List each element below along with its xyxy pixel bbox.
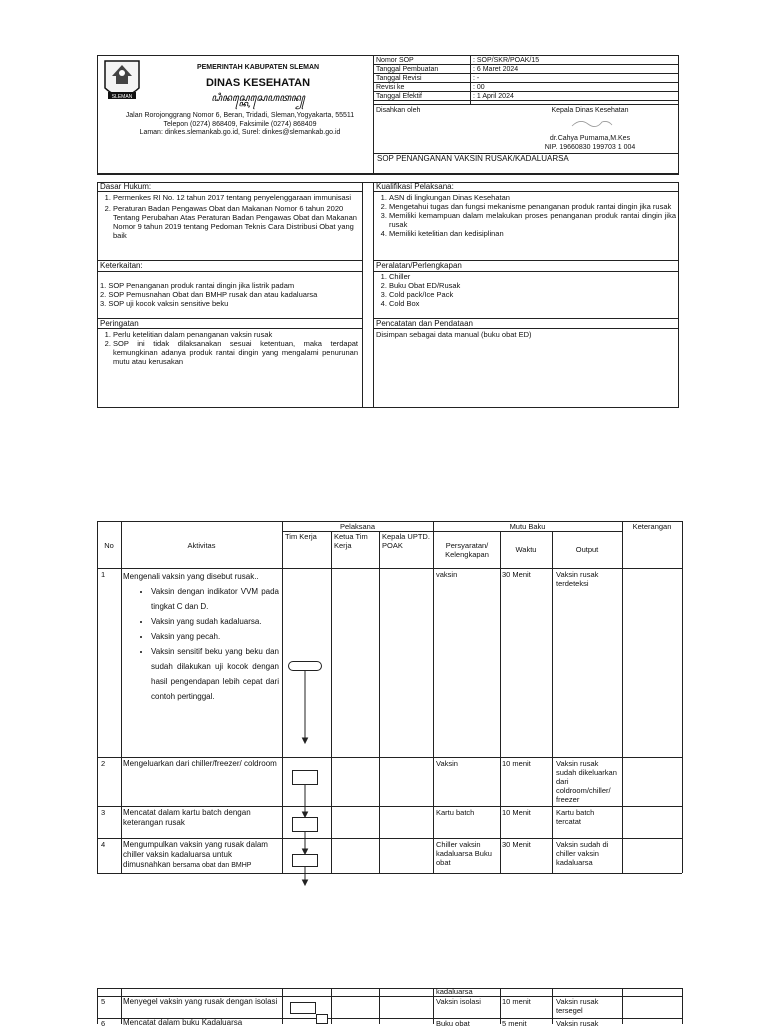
col-tim-kerja: Tim Kerja	[285, 532, 317, 541]
list-item: 1. Chiller	[389, 272, 676, 281]
peralatan-list	[376, 272, 676, 308]
row-output: Kartu batch tercatat	[556, 808, 595, 826]
row-time: 10 menit	[502, 997, 531, 1006]
list-item: 3. SOP uji kocok vaksin sensitive beku	[100, 299, 229, 308]
sop-title: SOP PENANGANAN VAKSIN RUSAK/KADALUARSA	[377, 154, 569, 163]
peringatan-title: Peringatan	[100, 319, 139, 328]
keterkaitan-list	[100, 281, 358, 308]
row-output: Vaksin rusak	[556, 1019, 599, 1028]
activity-text: Mengenali vaksin yang disebut rusak..	[123, 572, 259, 581]
row-no: 5	[101, 997, 106, 1006]
list-item: 4. Memiliki ketelitian dan kedisiplinan	[389, 229, 676, 238]
row-req: Buku obat	[436, 1019, 470, 1028]
activity-text: Mengumpulkan vaksin yang rusak dalam chiller vaksin kadaluarsa untuk dimusnahkan	[123, 840, 268, 869]
row-activity	[123, 569, 279, 704]
row-no: 6	[101, 1019, 106, 1028]
list-item: 3. Memiliki kemampuan dalam melakukan proses penanganan produk rantai dingin jika rusak	[389, 211, 676, 229]
col-pelaksana: Pelaksana	[339, 522, 376, 531]
list-item: • Vaksin yang sudah kadaluarsa.	[151, 614, 279, 629]
meta-label: Tanggal Pembuatan	[376, 66, 439, 73]
meta-label: Revisi ke	[376, 84, 405, 91]
meta-value: : SOP/SKR/POAK/15	[473, 57, 540, 64]
head-nip: NIP. 19660830 199703 1 004	[544, 144, 636, 151]
approved-label: Disahkan oleh	[376, 107, 421, 114]
sleman-logo	[102, 58, 142, 104]
row-no: 4	[101, 840, 106, 849]
dinas-name: DINAS KESEHATAN	[205, 77, 311, 89]
row-req: Vaksin isolasi	[436, 997, 481, 1006]
row-output: Vaksin rusak terdeteksi	[556, 570, 599, 588]
list-item: • Vaksin dengan indikator VVM pada tingkat C dan D.	[151, 584, 279, 614]
row-no: 3	[101, 808, 106, 817]
meta-label: Nomor SOP	[376, 57, 414, 64]
kualifikasi-list	[376, 193, 676, 238]
pencatatan-text: Disimpan sebagai data manual (buku obat ED)	[376, 330, 532, 339]
javanese-script: ꦝꦶꦤꦱ꧀ꦏꦺꦱꦺꦲꦠꦤ꧀	[211, 93, 305, 104]
list-item: 1. Permenkes RI No. 12 tahun 2017 tentang penyelenggaraan immunisasi	[113, 193, 358, 202]
meta-value: : -	[473, 75, 480, 82]
kualifikasi-title: Kualifikasi Pelaksana:	[376, 182, 454, 191]
meta-value: : 00	[473, 84, 485, 91]
list-item: 2. Buku Obat ED/Rusak	[389, 281, 676, 290]
col-keterangan: Keterangan	[632, 522, 672, 531]
meta-value: : 6 Maret 2024	[473, 66, 519, 73]
svg-text:SLEMAN: SLEMAN	[111, 94, 133, 100]
row-activity: Mengeluarkan dari chiller/freezer/ coldroom	[123, 759, 277, 768]
row-output: Vaksin sudah di chiller vaksin kadaluarsa	[556, 840, 609, 867]
keterkaitan-title: Keterkaitan:	[100, 261, 143, 270]
activity-text-small: bersama obat dan BMHP	[172, 862, 252, 869]
web-line: Laman: dinkes.slemankab.go.id, Surel: dinkes@slemankab.go.id	[139, 129, 341, 136]
phone-line: Telepon (0274) 868409, Faksimile (0274) 868409	[163, 120, 317, 128]
list-item: 2. SOP ini tidak dilaksanakan sesuai ketentuan, maka terdapat kemungkinan adanya produk rantai dingin yang mengalami penurunan mutu atau kerusakan	[113, 339, 358, 366]
head-title: Kepala Dinas Kesehatan	[551, 107, 629, 114]
row-req: Chiller vaksin kadaluarsa Buku obat	[436, 840, 492, 867]
meta-labels	[376, 56, 470, 101]
row-activity	[123, 840, 281, 871]
list-item: 3. Cold pack/Ice Pack	[389, 290, 676, 299]
row-activity: Menyegel vaksin yang rusak dengan isolasi	[123, 997, 278, 1006]
row-time: 30 Menit	[502, 840, 531, 849]
col-kepala: Kepala UPTD. POAK	[382, 532, 430, 550]
signature	[510, 116, 670, 130]
list-item: 1. SOP Penanganan produk rantai dingin jika listrik padam	[100, 281, 295, 290]
dasar-hukum-list	[100, 193, 358, 240]
col-ketua-tim: Ketua Tim Kerja	[334, 532, 368, 550]
col-waktu: Waktu	[515, 545, 537, 554]
continued-text: kadaluarsa	[436, 987, 473, 996]
col-mutu-baku: Mutu Baku	[509, 522, 546, 531]
pencatatan-title: Pencatatan dan Pendataan	[376, 319, 473, 328]
list-item: 2. Peraturan Badan Pengawas Obat dan Makanan Nomor 6 tahun 2020 Tentang Perubahan Atas Peraturan Badan Pengawas Obat dan Makanan Nomor 9 tahun 2019 tentang Pedoman Teknis Cara Distribusi Obat yang baik	[113, 204, 358, 240]
row-req: Kartu batch	[436, 808, 475, 817]
row-activity: Mencatat dalam buku Kadaluarsa	[123, 1018, 243, 1027]
row-req: Vaksin	[436, 759, 458, 768]
peralatan-title: Peralatan/Perlengkapan	[376, 261, 462, 270]
col-aktivitas: Aktivitas	[187, 541, 216, 550]
flow-connectors	[282, 660, 332, 890]
list-item: 1. Perlu ketelitian dalam penanganan vaksin rusak	[113, 330, 358, 339]
meta-label: Tanggal Revisi	[376, 75, 422, 82]
row-time: 10 Menit	[502, 808, 531, 817]
gov-name: PEMERINTAH KABUPATEN SLEMAN	[196, 64, 320, 71]
col-no: No	[104, 541, 114, 550]
list-item: • Vaksin yang pecah.	[151, 629, 279, 644]
row-time: 10 menit	[502, 759, 531, 768]
meta-label: Tanggal Efektif	[376, 93, 422, 100]
col-persyaratan: Persyaratan/ Kelengkapan	[445, 541, 489, 559]
col-output: Output	[575, 545, 599, 554]
head-name: dr.Cahya Purnama,M.Kes	[549, 135, 631, 142]
list-item: 1. ASN di lingkungan Dinas Kesehatan	[389, 193, 676, 202]
address-line: Jalan Rorojonggrang Nomor 6, Beran, Tridadi, Sleman,Yogyakarta, 55511	[125, 112, 355, 119]
meta-values	[473, 56, 673, 101]
row-time: 30 Menit	[502, 570, 531, 579]
dasar-hukum-title: Dasar Hukum:	[100, 182, 152, 191]
row-req: vaksin	[436, 570, 458, 579]
list-item: • Vaksin sensitif beku yang beku dan sudah dilakukan uji kocok dengan hasil pengendapan lebih cepat dari contoh pertinggal.	[151, 644, 279, 704]
row-no: 1	[101, 570, 106, 579]
row-output: Vaksin rusak sudah dikeluarkan dari coldroom/chiller/ freezer	[556, 759, 617, 804]
flow-process-step-6	[316, 1014, 328, 1024]
meta-value: : 1 April 2024	[473, 93, 514, 100]
row-time: 5 menit	[502, 1019, 527, 1028]
list-item: 2. Mengetahui tugas dan fungsi mekanisme penanganan produk rantai dingin jika rusak	[389, 202, 676, 211]
flow-process-step-5	[290, 1002, 316, 1014]
row-activity: Mencatat dalam kartu batch dengan keterangan rusak	[123, 808, 251, 827]
row-output: Vaksin rusak tersegel	[556, 997, 599, 1015]
peringatan-list	[100, 330, 358, 366]
address	[108, 112, 372, 138]
list-item: 4. Cold Box	[389, 299, 676, 308]
list-item: 2. SOP Pemusnahan Obat dan BMHP rusak dan atau kadaluarsa	[100, 290, 318, 299]
row-no: 2	[101, 759, 106, 768]
